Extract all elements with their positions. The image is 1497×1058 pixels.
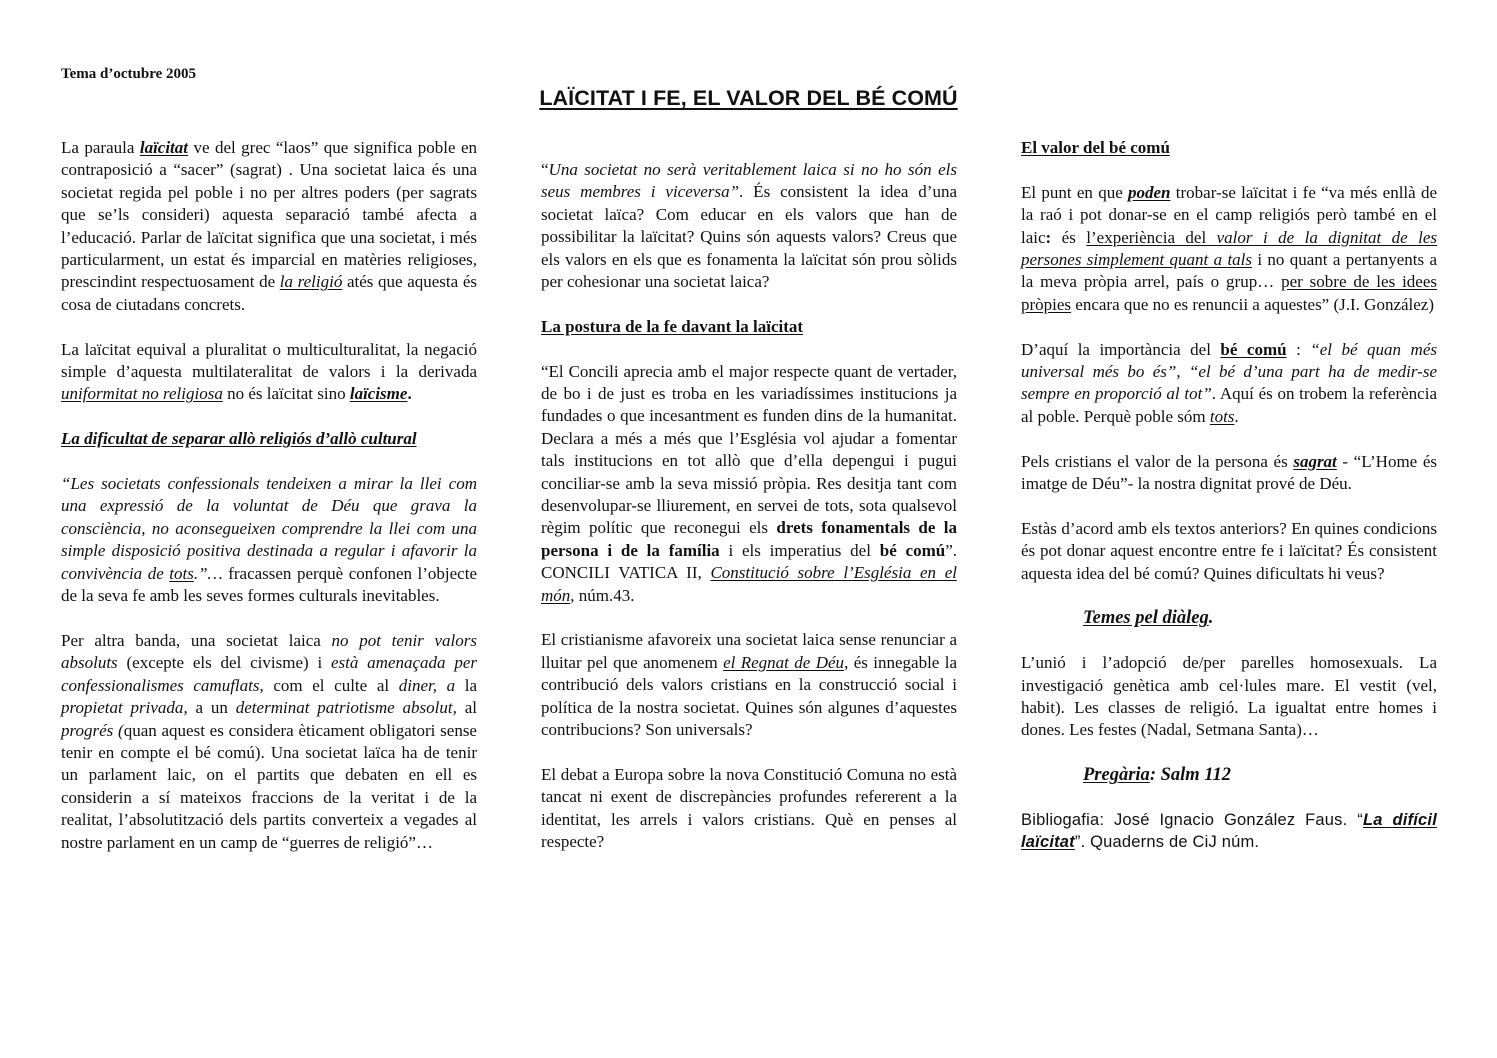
text-run: “el bé d’una part ha de medir-se sempre en proporció al tot” (1021, 362, 1437, 404)
text-run: Constitució sobre l’Església en el món (541, 563, 957, 605)
text-run: , a un (183, 698, 236, 718)
text-run: sagrat (1293, 451, 1337, 471)
text-run: : (1045, 227, 1052, 247)
text-run: Pels cristians el valor de la persona és (1021, 451, 1294, 471)
text-run: quan aquest es considera èticament obligatori sense tenir en compte el bé comú). Una societat laïca ha de tenir un parlament laic, on el partits que debaten en ell es considerin a sí mateixos fraccions de la veritat i de la realitat, l’absolutització dels partits converteix a vegades al nostre parlament en un camp de “guerres de religió”… (61, 720, 477, 852)
text-run: Una societat no serà veritablement laica si no ho són els seus membres i viceversa” (541, 160, 957, 202)
paragraph (1021, 809, 1437, 854)
text-run: . Aquí és on trobem la referència al poble. Perquè poble sóm (1021, 384, 1437, 426)
paragraph (1021, 137, 1437, 159)
text-run: “Les societats confessionals tendeixen a mirar la llei com una expressió de la voluntat de Déu que grava la consciència, no aconsegueixen comprendre la llei com una simple disposició positiva destinada a regular i afavorir la convivència de (61, 474, 477, 583)
paragraph (61, 137, 477, 316)
text-run: poden (1128, 182, 1171, 202)
paragraph (1021, 182, 1437, 316)
text-run: Temes pel diàleg (1083, 608, 1209, 629)
text-run: per sobre de les idees (1281, 272, 1437, 292)
paragraph (541, 316, 957, 338)
text-run: i els imperatius del (719, 540, 880, 560)
text-run: ”. CONCILI VATICA II, (541, 540, 957, 583)
text-run: tots (1209, 406, 1235, 426)
text-run: i no quant a pertanyents a la meva pròpia arrel, país o grup… (1021, 250, 1437, 292)
text-run: laïcitat (139, 138, 189, 157)
text-run: , núm.43. (570, 585, 635, 605)
text-run: diner, a (398, 675, 456, 695)
text-run: (excepte els del civisme) i (117, 653, 331, 673)
text-run: “ (541, 160, 549, 179)
paragraph (541, 764, 957, 854)
text-run: Estàs d’acord amb els textos anteriors? En quines condicions és pot donar aquest encontre entre fe i laïcitat? És consistent aquesta idea del bé comú? Quines dificultats hi veus? (1021, 518, 1437, 583)
text-run: La difícil laïcitat (1021, 811, 1437, 852)
paragraph (541, 361, 957, 607)
text-run: . És consistent la idea d’una societat laïca? Com educar en els valors que han de possibilitar la laïcitat? Quins són aquests valors? Creus que els valors en els que es fonamenta la laïcitat són prou sòlids per cohesionar una societat laica? (541, 182, 958, 292)
text-run: bé comú (1220, 339, 1287, 359)
text-run: La laïcitat equival a pluralitat o multiculturalitat, la negació simple d’aquesta multilateralitat de valors i la derivada (61, 339, 477, 382)
text-run: La dificultat de separar allò religiós d’allò cultural (61, 429, 417, 449)
text-run: Per altra banda, una societat laica (61, 630, 332, 650)
text-run: El valor del bé comú (1021, 138, 1170, 157)
paragraph (61, 428, 477, 450)
text-run: tots (169, 563, 194, 583)
text-run: . (1208, 608, 1214, 629)
text-run: El debat a Europa sobre la nova Constitució Comuna no està tancat ni exent de discrepàncies profundes refererent a la identitat, les arrels i valors cristians. Què en penses al respecte? (541, 764, 957, 852)
text-run: atés que aquesta és cosa de ciutadans concrets. (61, 272, 477, 314)
text-run: : Salm 112 (1149, 765, 1232, 786)
text-run: D’aquí la importància del (1021, 339, 1221, 359)
text-run: L’unió i l’adopció de/per parelles homosexuals. La investigació genètica amb cel·lules mare. El vestit (vel, habit). Les classes de religió. La igualtat entre homes i dones. Les festes (Nadal, Setmana Santa)… (1021, 653, 1437, 740)
text-run: progrés ( (61, 720, 124, 740)
text-run: , (1176, 362, 1189, 382)
text-run: no pot tenir valors absoluts (61, 630, 477, 673)
text-run: al (456, 698, 477, 718)
text-run: . (1234, 406, 1239, 426)
document-title (0, 86, 1497, 111)
text-run: El punt en que (1021, 182, 1129, 202)
text-run: pròpies (1021, 294, 1072, 314)
text-run: . (407, 384, 412, 404)
text-run: “El Concili aprecia amb el major respecte quant de vertader, de bo i de just es troba en les variadíssimes institucions ja fundades o que incesantment es funden dins de la humanitat. Declara a més a més que l’Església vol ajudar a fomentar tals institucions en tot allò que d’ella depengui i pugui conciliar-se amb la seva missió pròpia. Res desitja tant com desenvolupar-se lliurement, en servei de tots, sota qualsevol règim polític que reconegui els (541, 361, 957, 538)
text-run: Pregària (1083, 765, 1150, 786)
text-run: uniformitat no religiosa (61, 384, 223, 404)
text-run: la (455, 675, 477, 695)
paragraph (1021, 518, 1437, 585)
paragraph (1021, 652, 1437, 742)
text-run: fracassen perquè confonen l’objecte de la seva fe amb les seves formes culturals inevitables. (61, 563, 477, 606)
text-run: trobar-se laïcitat i fe “va més enllà de la raó i pot donar-se en el camp religiós però també en el laic (1021, 182, 1438, 247)
column-left (61, 137, 477, 876)
text-run: .”… (193, 563, 223, 583)
text-run: drets fonamentals de la persona i de la família (541, 518, 958, 560)
text-run: bé comú (879, 540, 946, 560)
document-date-header: Tema d’octubre 2005 (61, 66, 196, 82)
column-right (1021, 137, 1437, 876)
paragraph (61, 473, 477, 607)
paragraph (541, 629, 957, 741)
text-run: valor i de la dignitat de les persones simplement quant a tals (1021, 227, 1437, 270)
paragraph (1021, 339, 1437, 429)
text-run: , com el culte al (259, 675, 399, 695)
text-run: ve del grec “laos” que significa poble en contraposició a “sacer” (sagrat) . Una societat laica és una societat regida pel poble i no per altres poders (per sagrats que se’ls consideri) aquesta separació també afecta a l’educació. Parlar de laïcitat significa que una societat, i més particularment, un estat és imparcial en matèries religioses, prescindint respectuosament de (61, 138, 478, 292)
section-heading (1021, 764, 1437, 786)
paragraph (61, 339, 477, 406)
text-run: està amenaçada per confessionalismes camuflats (61, 653, 477, 695)
text-run: “el bé quan més universal més bo és” (1021, 339, 1437, 382)
section-heading (1021, 607, 1437, 629)
paragraph (61, 630, 477, 854)
text-run: - “L’Home és imatge de Déu”- la nostra dignitat prové de Déu. (1021, 451, 1437, 494)
text-run: : (1286, 339, 1311, 359)
text-run: propietat privada (61, 698, 184, 718)
text-run: determinat patriotisme absolut, (235, 698, 457, 718)
text-run: , és innegable la contribució dels valors cristians en la construcció social i política de la nostra societat. Quines són algunes d’aquestes contribucions? Son universals? (541, 652, 958, 740)
document-title-text: LAÏCITAT I FE, EL VALOR DEL BÉ COMÚ (539, 86, 958, 110)
text-run: la religió (279, 272, 343, 292)
text-run: laïcisme (349, 384, 408, 404)
paragraph (541, 159, 957, 293)
text-run: el Regnat de Déu (723, 652, 845, 672)
text-run: encara que no es renuncii a aquestes” (J.I. González) (1071, 294, 1435, 314)
text-run: Bibliogafia: José Ignacio González Faus. “ (1021, 811, 1363, 830)
text-run: El cristianisme afavoreix una societat laica sense renunciar a lluitar pel que anomenem (541, 630, 957, 672)
text-run: és (1051, 227, 1087, 247)
text-run: La paraula (61, 138, 140, 157)
text-run: ”. Quaderns de CiJ núm. (1074, 833, 1260, 852)
column-middle (541, 159, 957, 876)
text-run: no és laïcitat sino (222, 384, 350, 404)
paragraph (1021, 451, 1437, 496)
text-run: La postura de la fe davant la laïcitat (541, 316, 804, 336)
text-run: l’experiència del (1086, 227, 1217, 247)
